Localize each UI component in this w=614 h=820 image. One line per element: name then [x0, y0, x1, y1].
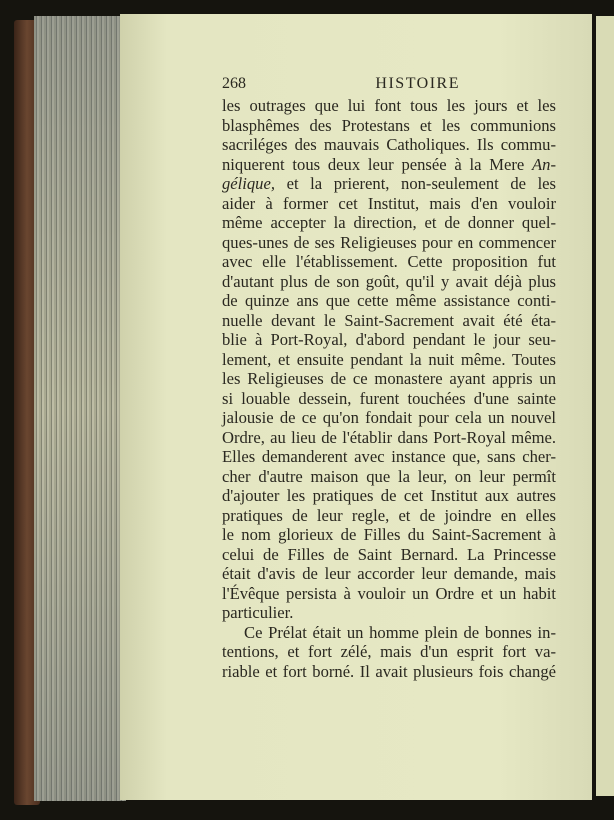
facing-page-edge — [596, 16, 614, 796]
text-line: d'autant plus de son goût, qu'il y avait déjà plus — [222, 271, 556, 291]
text-line: d'ajouter les pratiques de cet Institut aux autres — [222, 486, 556, 505]
text-line: Ce Prélat était un homme plein de bonnes in- — [244, 622, 556, 642]
text-line: le nom glorieux de Filles du Saint-Sacrement à — [222, 525, 556, 544]
text-line: nuelle devant le Saint-Sacrement avait été éta- — [222, 310, 556, 330]
page-edges — [34, 16, 126, 801]
text-line: était d'avis de leur accorder leur demande, mais — [222, 564, 556, 583]
text-line: les outrages que lui font tous les jours et les — [222, 96, 556, 115]
text-line: ques-unes de ses Religieuses pour en commencer — [222, 232, 556, 252]
running-title: HISTOIRE — [375, 75, 460, 92]
text-line: blasphêmes des Protestans et les communions — [222, 115, 556, 135]
text-line: celui de Filles de Saint Bernard. La Princesse — [222, 544, 556, 564]
text-line: jalousie de ce qu'on fondait pour cela un nouvel — [222, 408, 556, 427]
text-line: Ordre, au lieu de l'établir dans Port-Royal même. — [222, 427, 556, 447]
text-line: lement, et ensuite pendant la nuit même. Toutes — [222, 349, 556, 369]
page-number: 268 — [222, 75, 246, 92]
text-line: de quinze ans que cette même assistance conti- — [222, 291, 556, 310]
text-line: niquerent tous deux leur pensée à la Mere An- — [222, 154, 556, 174]
running-header — [222, 72, 556, 96]
text-line: Elles demanderent avec instance que, sans cher- — [222, 447, 556, 466]
text-line: riable et fort borné. Il avait plusieurs fois changé — [222, 661, 556, 681]
text-line: tentions, et fort zélé, mais d'un esprit fort va- — [222, 642, 556, 661]
body-text — [222, 96, 556, 681]
text-line: l'Évêque persista à vouloir un Ordre et un habit — [222, 583, 556, 603]
text-line: cher d'autre maison que la leur, on leur permît — [222, 466, 556, 486]
text-line: avec elle l'établissement. Cette proposition fut — [222, 252, 556, 271]
text-line: sacriléges des mauvais Catholiques. Ils commu- — [222, 135, 556, 154]
text-line: les Religieuses de ce monastere ayant appris un — [222, 369, 556, 388]
text-line: gélique, et la prierent, non-seulement de les — [222, 174, 556, 193]
text-line: particulier. — [222, 603, 294, 622]
text-line: même accepter la direction, et de donner quel- — [222, 213, 556, 232]
page-text — [222, 72, 556, 681]
text-line: pratiques de leur regle, et de joindre en elles — [222, 505, 556, 525]
text-line: blie à Port-Royal, d'abord pendant le jour seu- — [222, 330, 556, 349]
text-line: aider à former cet Institut, mais d'en vouloir — [222, 193, 556, 213]
text-line: si louable dessein, furent touchées d'une sainte — [222, 388, 556, 408]
